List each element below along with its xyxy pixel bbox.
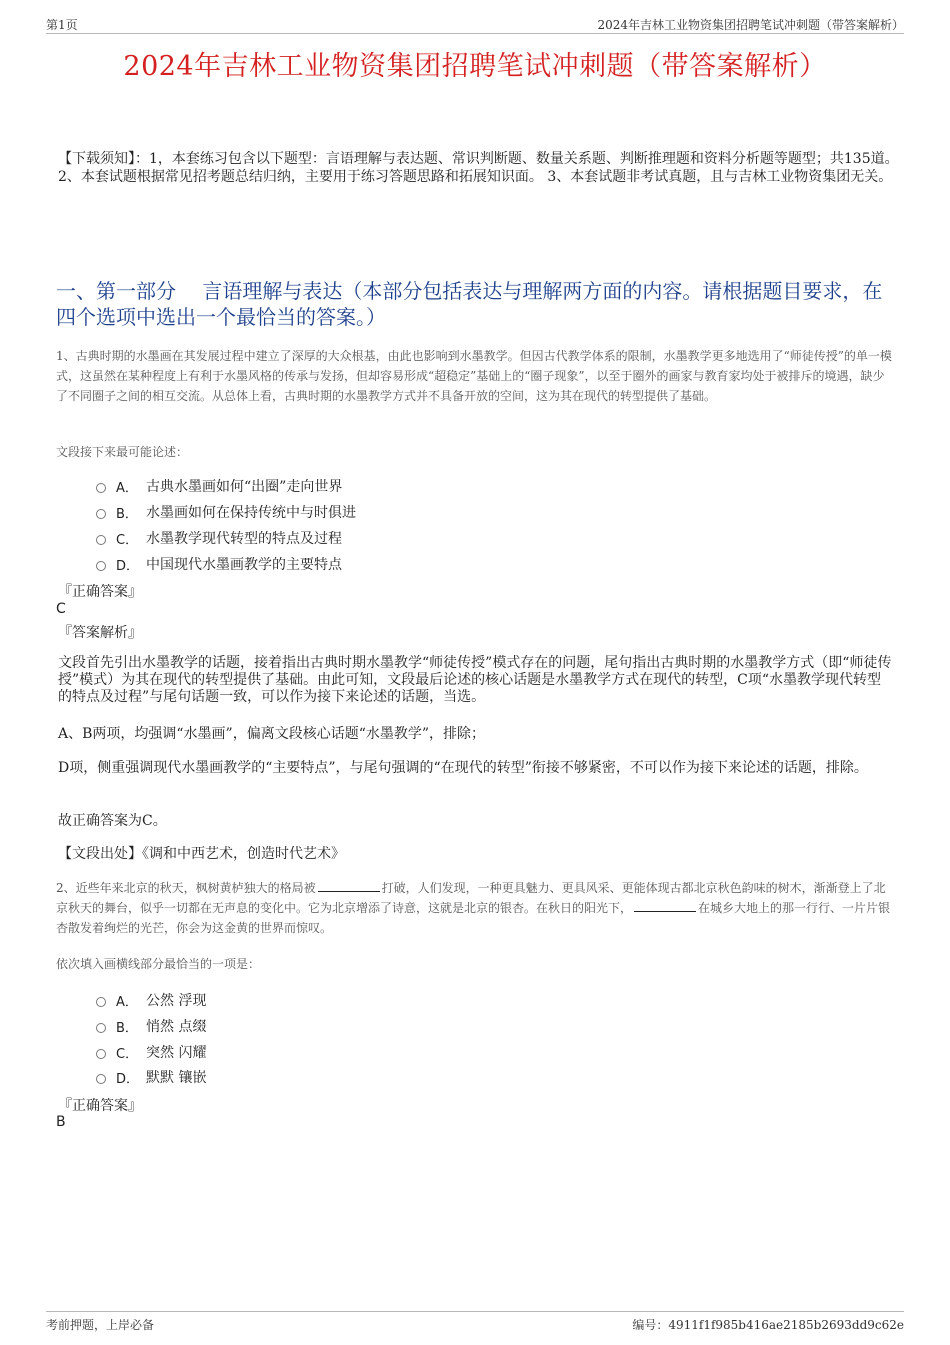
option-letter: B． xyxy=(116,506,138,522)
radio-icon[interactable] xyxy=(96,997,106,1007)
option-letter: A． xyxy=(116,994,138,1010)
analysis-paragraph: D项，侧重强调现代水墨画教学的“主要特点”，与尾句强调的“在现代的转型”衔接不够紧密，不可以作为接下来论述的话题，排除。 xyxy=(58,760,868,776)
option-text: 默默 镶嵌 xyxy=(146,1070,207,1086)
option-letter: D． xyxy=(116,558,140,574)
question-1-option-b[interactable] xyxy=(96,502,356,522)
question-1-option-a[interactable] xyxy=(96,476,342,496)
question-2-text-part: 2、近些年来北京的秋天，枫树黄栌独大的格局被 xyxy=(56,881,316,895)
option-text: 古典水墨画如何“出圈”走向世界 xyxy=(146,479,343,495)
option-text: 悄然 点缀 xyxy=(146,1019,207,1035)
radio-icon[interactable] xyxy=(96,483,106,493)
question-1-option-c[interactable] xyxy=(96,528,342,548)
radio-icon[interactable] xyxy=(96,1049,106,1059)
option-text: 公然 浮现 xyxy=(146,993,207,1009)
question-2-option-d[interactable] xyxy=(96,1067,206,1087)
option-letter: D． xyxy=(116,1071,140,1087)
option-letter: A． xyxy=(116,480,138,496)
question-2-text xyxy=(56,878,892,938)
option-text: 突然 闪耀 xyxy=(146,1045,207,1061)
download-notice: 【下载须知】：1，本套练习包含以下题型：言语理解与表达题、常识判断题、数量关系题、判断推理题和资料分析题等题型；共135道。 2、本套试题根据常见招考题总结归纳，主要用于练习答题思路和拓展知识面。 3、本套试题非考试真题，且与吉林工业物资集团无关。 xyxy=(58,151,899,185)
analysis-conclusion: 故正确答案为C。 xyxy=(58,813,167,829)
question-2-option-c[interactable] xyxy=(96,1042,206,1062)
option-text: 中国现代水墨画教学的主要特点 xyxy=(146,557,342,573)
option-text: 水墨画如何在保持传统中与时俱进 xyxy=(146,505,356,521)
question-2-text-part: 打破，人们发现，一种更具魅力、更具风采、更能体现古都北京秋色韵味的树木，渐渐登上了北京秋天的舞台，似乎一切都在无声息的变化中。它为北京增添了诗意，这就是北京的银杏。在秋日的阳光下， xyxy=(56,881,886,915)
question-1-prompt: 文段接下来最可能论述： xyxy=(56,445,189,459)
analysis-paragraph: 文段首先引出水墨教学的话题，接着指出古典时期水墨教学“师徒传授”模式存在的问题，尾句指出古典时期的水墨教学方式（即“师徒传授”模式）为其在现代的转型提供了基础。由此可知，文段最后论述的核心话题是水墨教学方式在现代的转型，C项“水墨教学现代转型的特点及过程”与尾句话题一致，可以作为接下来论述的话题，当选。 xyxy=(58,655,892,705)
radio-icon[interactable] xyxy=(96,509,106,519)
answer-value: B xyxy=(56,1114,66,1130)
radio-icon[interactable] xyxy=(96,1023,106,1033)
page-number: 第1页 xyxy=(46,18,78,32)
analysis-paragraph: A、B两项，均强调“水墨画”，偏离文段核心话题“水墨教学”，排除； xyxy=(58,726,486,742)
header-doc-title: 2024年吉林工业物资集团招聘笔试冲刺题（带答案解析） xyxy=(597,18,904,32)
answer-label: 『正确答案』 xyxy=(58,1098,142,1114)
footer-divider xyxy=(46,1311,904,1312)
option-letter: C． xyxy=(116,532,139,548)
radio-icon[interactable] xyxy=(96,535,106,545)
answer-label: 『正确答案』 xyxy=(58,584,142,600)
question-1-text: 1、古典时期的水墨画在其发展过程中建立了深厚的大众根基，由此也影响到水墨教学。但因古代教学体系的限制，水墨教学更多地选用了“师徒传授”的单一模式，这虽然在某种程度上有利于水墨风格的传承与发扬，但却容易形成“超稳定”基础上的“圈子现象”，以至于圈外的画家与教育家均处于被排斥的境遇，缺少了不同圈子之间的相互交流。从总体上看，古典时期的水墨教学方式并不具备开放的空间，这为其在现代的转型提供了基础。 xyxy=(56,349,892,403)
question-2-prompt: 依次填入画横线部分最恰当的一项是： xyxy=(56,957,261,971)
question-2-option-a[interactable] xyxy=(96,990,206,1010)
question-1-option-d[interactable] xyxy=(96,554,342,574)
radio-icon[interactable] xyxy=(96,1074,106,1084)
footer-slogan: 考前押题，上岸必备 xyxy=(46,1318,155,1332)
section-heading: 一、第一部分 言语理解与表达（本部分包括表达与理解两方面的内容。请根据题目要求，在四个选项中选出一个最恰当的答案。） xyxy=(56,279,883,329)
option-letter: B． xyxy=(116,1020,138,1036)
fill-blank[interactable] xyxy=(634,901,696,912)
analysis-source: 【文段出处】《调和中西艺术，创造时代艺术》 xyxy=(58,846,345,862)
radio-icon[interactable] xyxy=(96,561,106,571)
question-2-text-part: 在城乡大地上的那一行行、一片片银杏散发着绚烂的光芒，你会为这金黄的世界而惊叹。 xyxy=(56,901,891,935)
document-title: 2024年吉林工业物资集团招聘笔试冲刺题（带答案解析） xyxy=(123,51,827,82)
option-text: 水墨教学现代转型的特点及过程 xyxy=(146,531,342,547)
analysis-label: 『答案解析』 xyxy=(58,625,142,641)
header-divider xyxy=(46,33,904,34)
document-code: 编号：4911f1f985b416ae2185b2693dd9c62e xyxy=(632,1318,904,1332)
question-2-option-b[interactable] xyxy=(96,1016,206,1036)
option-letter: C． xyxy=(116,1046,139,1062)
fill-blank[interactable] xyxy=(318,881,380,892)
answer-value: C xyxy=(56,601,66,617)
